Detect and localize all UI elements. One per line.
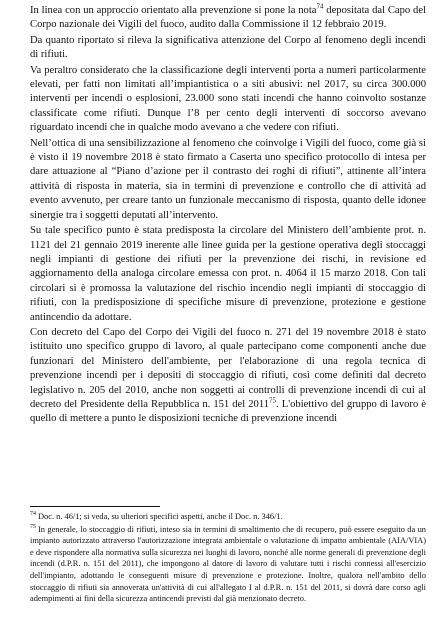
paragraph-4: Nell’ottica di una sensibilizzazione al fenomeno che coinvolge i Vigili del fuoco, come già si è visto il 19 novembre 2018 è stato firmato a Caserta uno specifico protocollo di intesa per dare attuazione al “Piano d’azione per il contrasto dei roghi di rifiuti”, attinente all’intera attività di risposta in materia, sia in termini di prevenzione e controllo che di attività ad evento avvenuto, per creare tanto un funzionale meccanismo di risposta, quanto delle idonee sinergie tra i soggetti deputati all’intervento. bbox=[30, 137, 426, 221]
footnote-text: Doc. n. 46/1; si veda, su ulteriori specifici aspetti, anche il Doc. n. 346/1. bbox=[38, 512, 283, 521]
footnote-number: 74 bbox=[30, 511, 36, 518]
paragraph-1-text: In linea con un approccio orientato alla prevenzione si pone la nota bbox=[30, 5, 317, 16]
footnotes bbox=[30, 511, 426, 606]
paragraph-6-text-cont: . L'obiettivo del gruppo di lavoro è quello di mettere a punto le disposizioni tecniche di prevenzione incendi bbox=[30, 398, 426, 425]
paragraph-6 bbox=[30, 326, 426, 427]
footnote-separator bbox=[30, 506, 160, 507]
paragraph-1-text-cont: depositata dal Capo del Corpo nazionale dei Vigili del fuoco, audito dalla Commissione il 12 febbraio 2019. bbox=[30, 5, 426, 31]
paragraph-5: Su tale specifico punto è stata predisposta la circolare del Ministero dell’ambiente prot. n. 1121 del 21 gennaio 2019 inerente alle linee guida per la gestione operativa degli stoccaggi negli impianti di gestione dei rifiuti per la prevenzione dei rischi, in revisione ed aggiornamento della analoga circolare emessa con prot. n. 4064 il 15 marzo 2018. Con tali circolari si è promossa la valutazione del rischio incendio negli impianti di stoccaggio di rifiuti, con la predisposizione di specifiche misure di prevenzione, protezione e gestione antincendio da adottare. bbox=[30, 225, 426, 323]
footnote-ref-75[interactable]: 75 bbox=[269, 396, 277, 405]
body-text bbox=[30, 4, 426, 428]
footnote-74 bbox=[30, 511, 426, 523]
paragraph-3: Va peraltro considerato che la classificazione degli interventi porta a numeri particolarmente elevati, per fatti non limitati all’impiantistica o a siti abusivi: nel 2017, su circa 300.000 interventi per incendi o esplosioni, 23.000 sono stati incendi che hanno coinvolto sostanze classificate come rifiuti. Dunque l’8 per cento degli interventi di soccorso avevano riguardato incendi che in qualche modo avevano a che vedere con rifiuti. bbox=[30, 64, 426, 134]
paragraph-1 bbox=[30, 4, 426, 33]
footnote-text: In generale, lo stoccaggio di rifiuti, inteso sia in termini di smaltimento che di recupero, può essere eseguito da un impianto autorizzato attraverso l'autorizzazione integrata ambientale o valutazione di impatto ambientale (AIA/VIA) e deve rispondere alla normativa sulla sicurezza nei luoghi di lavoro, nonché alle norme generali di prevenzione degli incendi (d.P.R. n. 151 del 2011), che impongono al datore di lavoro di valutare tutti i rischi connessi all'esercizio dell'impianto, adottando le conseguenti misure di prevenzione e protezione. Inoltre, qualora nell'ambito dello stoccaggio di rifiuti sia annoverata un'attività di cui all'allegato I al d.P.R. n. 151 del 2011, si dovrà dare corso agli adempimenti ai fini della sicurezza antincendi previsti dal già menzionato decreto. bbox=[30, 524, 426, 604]
footnote-75 bbox=[30, 524, 426, 605]
footnote-number: 75 bbox=[30, 523, 36, 530]
paragraph-2: Da quanto riportato si rileva la significativa attenzione del Corpo al fenomeno degli incendi di rifiuti. bbox=[30, 34, 426, 61]
footnote-ref-74[interactable]: 74 bbox=[316, 2, 324, 11]
paragraph-6-text: Con decreto del Capo del Corpo dei Vigili del fuoco n. 271 del 19 novembre 2018 è stato istituito uno specifico gruppo di lavoro, al quale partecipano come componenti anche due funzionari del Ministero dell'ambiente, per l'elaborazione di una regola tecnica di prevenzione incendi per i depositi di stoccaggio di rifiuti, così come definiti dal decreto legislativo n. 205 del 2010, anche non soggetti ai controlli di prevenzione incendi di cui al decreto del Presidente della Repubblica n. 151 del 2011 bbox=[30, 326, 426, 410]
